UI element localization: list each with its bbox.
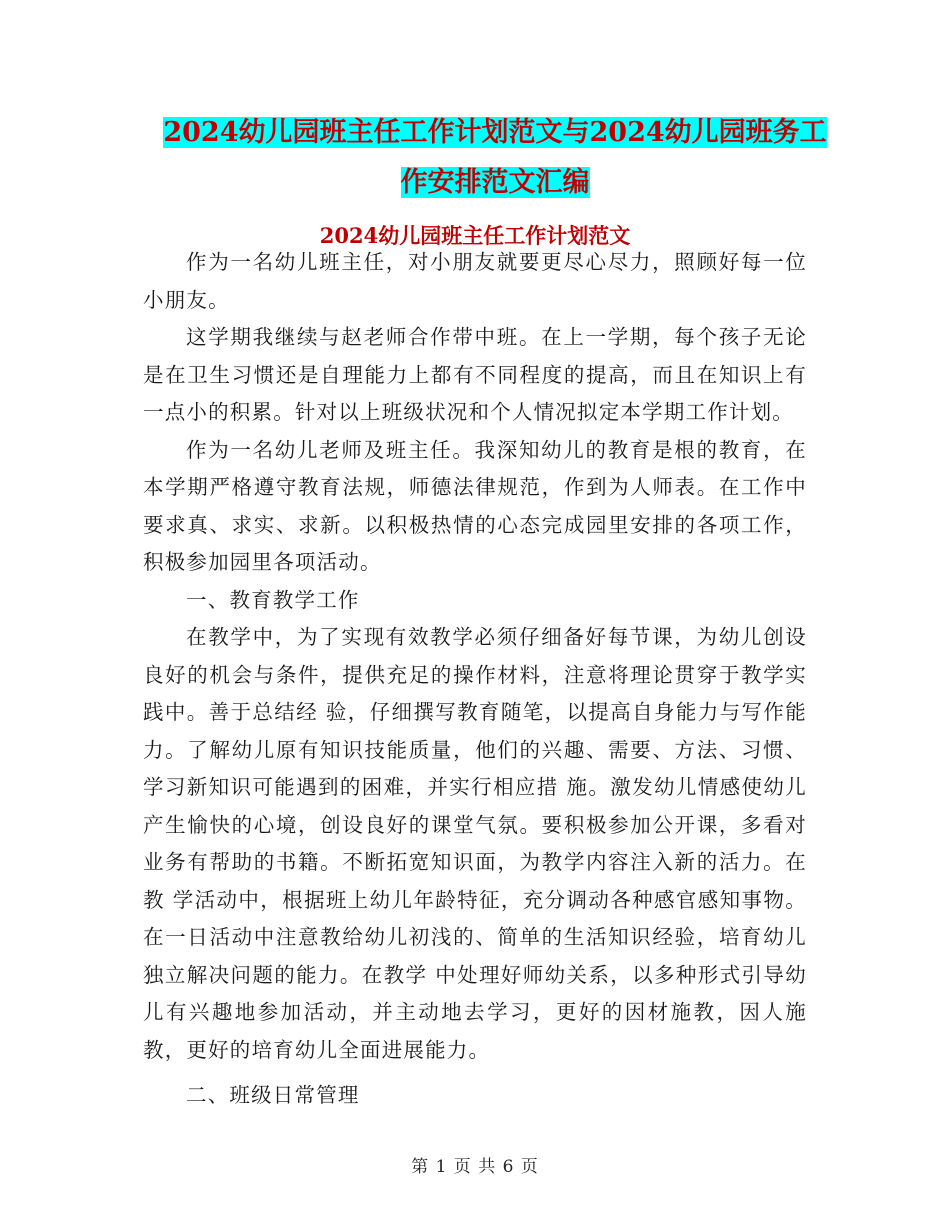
heading-teaching-work: 一、教育教学工作 <box>186 587 360 612</box>
paragraph-semester: 这学期我继续与赵老师合作带中班。在上一学期，每个孩子无论是在卫生习惯还是自理能力上都有不同程度的提高，而且在知识上有一点小的积累。针对以上班级状况和个人情况拟定本学期工作计划。 <box>143 325 807 424</box>
paragraph-teacher-role: 作为一名幼儿老师及班主任。我深知幼儿的教育是根的教育，在本学期严格遵守教育法规，师德法律规范，作到为人师表。在工作中要求真、求实、求新。以积极热情的心态完成园里安排的各项工作，积极参加园里各项活动。 <box>143 437 807 574</box>
heading-class-management: 二、班级日常管理 <box>186 1083 360 1107</box>
document-title <box>140 108 850 208</box>
paragraph-intro: 作为一名幼儿班主任，对小朋友就要更尽心尽力，照顾好每一位小朋友。 <box>143 250 807 312</box>
title-line-2: 作安排范文汇编 <box>400 167 590 198</box>
paragraph-teaching-detail: 在教学中，为了实现有效教学必须仔细备好每节课，为幼儿创设良好的机会与条件，提供充足的操作材料，注意将理论贯穿于教学实践中。善于总结经 验，仔细撰写教育随笔，以提高自身能力与写作能力。了解幼儿原有知识技能质量，他们的兴趣、需要、方法、习惯、学习新知识可能遇到的困难，并实行相应措 施。激发幼儿情感使幼儿产生愉快的心境，创设良好的课堂气氛。要积极参加公开课，多看对业务有帮助的书籍。不断拓宽知识面，为教学内容注入新的活力。在教 学活动中，根据班上幼儿年龄特征，充分调动各种感官感知事物。在一日活动中注意教给幼儿初浅的、简单的生活知识经验，培育幼儿独立解决问题的能力。在教学 中处理好师幼关系，以多种形式引导幼儿有兴趣地参加活动，并主动地去学习，更好的因材施教，因人施教，更好的培育幼儿全面进展能力。 <box>143 625 807 1062</box>
title-line-1: 2024幼儿园班主任工作计划范文与2024幼儿园班务工 <box>163 117 827 148</box>
section-title: 2024幼儿园班主任工作计划范文 <box>319 223 631 248</box>
page-footer: 第 1 页 共 6 页 <box>411 1157 539 1177</box>
document-body <box>143 244 807 1115</box>
